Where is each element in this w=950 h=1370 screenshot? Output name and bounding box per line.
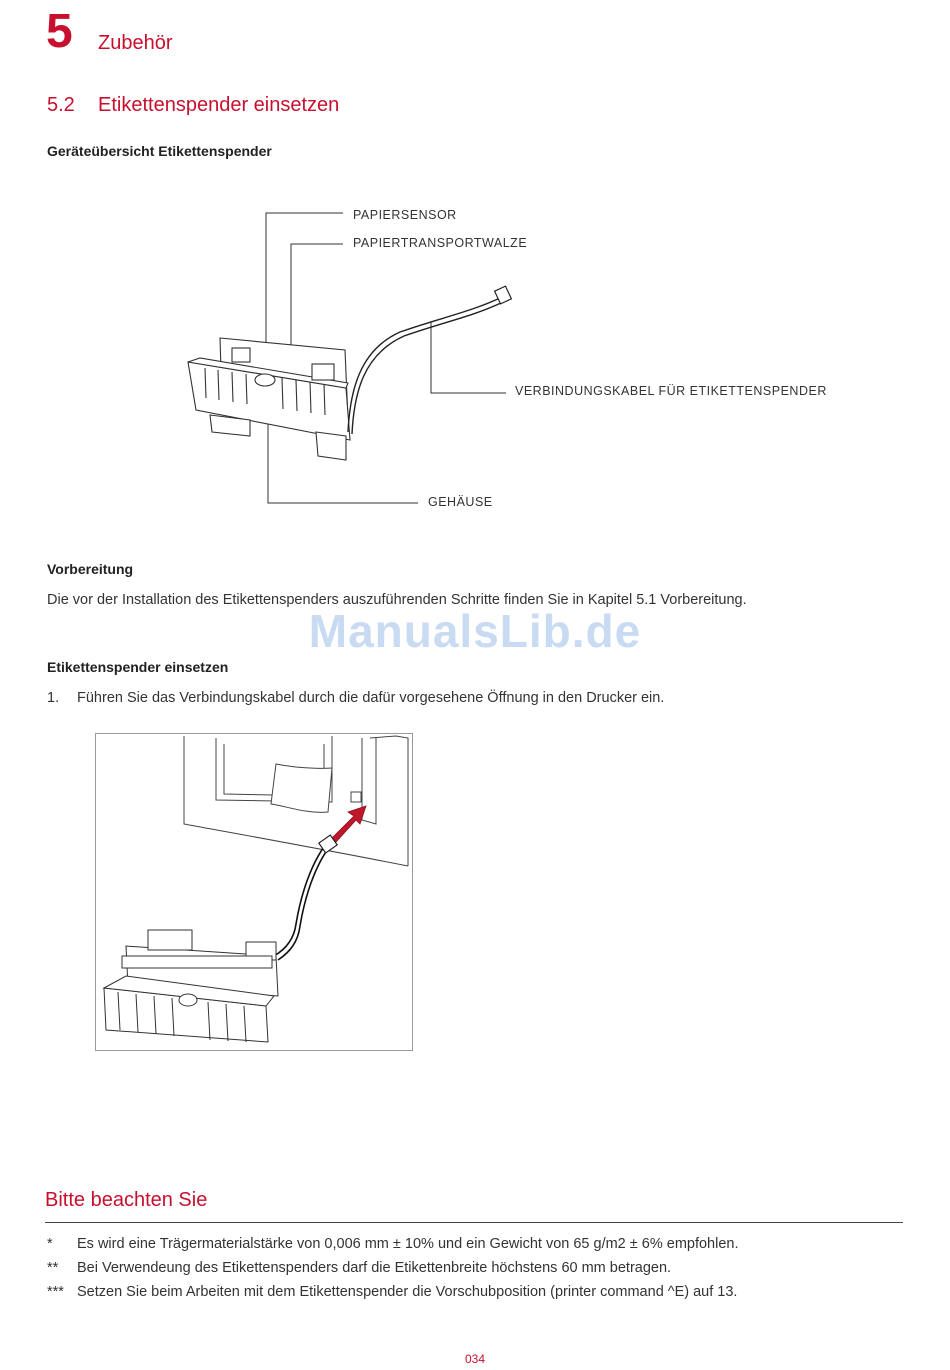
step-number: 1. — [47, 690, 60, 706]
note-text: Setzen Sie beim Arbeiten mit dem Etikettenspender die Vorschubposition (printer command ^E) auf 13. — [77, 1284, 738, 1300]
preparation-heading: Vorbereitung — [47, 561, 134, 577]
note-item — [47, 1236, 739, 1252]
dispenser-diagram — [0, 0, 950, 540]
dispenser-body — [188, 338, 350, 460]
note-item — [47, 1260, 671, 1276]
overview-heading: Geräteübersicht Etikettenspender — [47, 143, 272, 159]
install-step-1 — [47, 690, 664, 706]
label-transport-roller: PAPIERTRANSPORTWALZE — [353, 236, 528, 250]
note-text: Es wird eine Trägermaterialstärke von 0,006 mm ± 10% und ein Gewicht von 65 g/m2 ± 6% empfohlen. — [77, 1236, 739, 1252]
cable-leader-line — [431, 322, 506, 393]
insert-arrow-icon — [332, 806, 366, 842]
notes-title: Bitte beachten Sie — [45, 1189, 208, 1211]
label-housing: GEHÄUSE — [428, 495, 493, 509]
notes-divider — [45, 1222, 903, 1223]
step-text: Führen Sie das Verbindungskabel durch die dafür vorgesehene Öffnung in den Drucker ein. — [77, 690, 665, 706]
install-illustration — [95, 733, 413, 1051]
section-number: 5.2 — [47, 94, 75, 116]
note-mark: ** — [47, 1260, 59, 1276]
cable-connector — [495, 286, 512, 304]
note-mark: * — [47, 1236, 53, 1252]
label-connection-cable: VERBINDUNGSKABEL FÜR ETIKETTENSPENDER — [515, 384, 827, 398]
chapter-number: 5 — [46, 5, 73, 58]
page-number: 034 — [464, 1352, 486, 1366]
label-paper-sensor: PAPIERSENSOR — [353, 208, 457, 222]
preparation-text: Die vor der Installation des Etikettenspenders auszuführenden Schritte finden Sie in Kapitel 5.1 Vorbereitung. — [47, 592, 747, 608]
note-mark: *** — [47, 1284, 64, 1300]
dispenser-cable — [348, 298, 503, 434]
section-title: Etikettenspender einsetzen — [98, 94, 340, 116]
note-text: Bei Verwendeung des Etikettenspenders darf die Etikettenbreite höchstens 60 mm betragen. — [77, 1260, 672, 1276]
install-heading: Etikettenspender einsetzen — [47, 659, 229, 675]
note-item — [47, 1284, 737, 1300]
install-drawing — [96, 734, 412, 1050]
watermark: ManualsLib.de — [308, 605, 642, 657]
chapter-title: Zubehör — [98, 32, 173, 54]
